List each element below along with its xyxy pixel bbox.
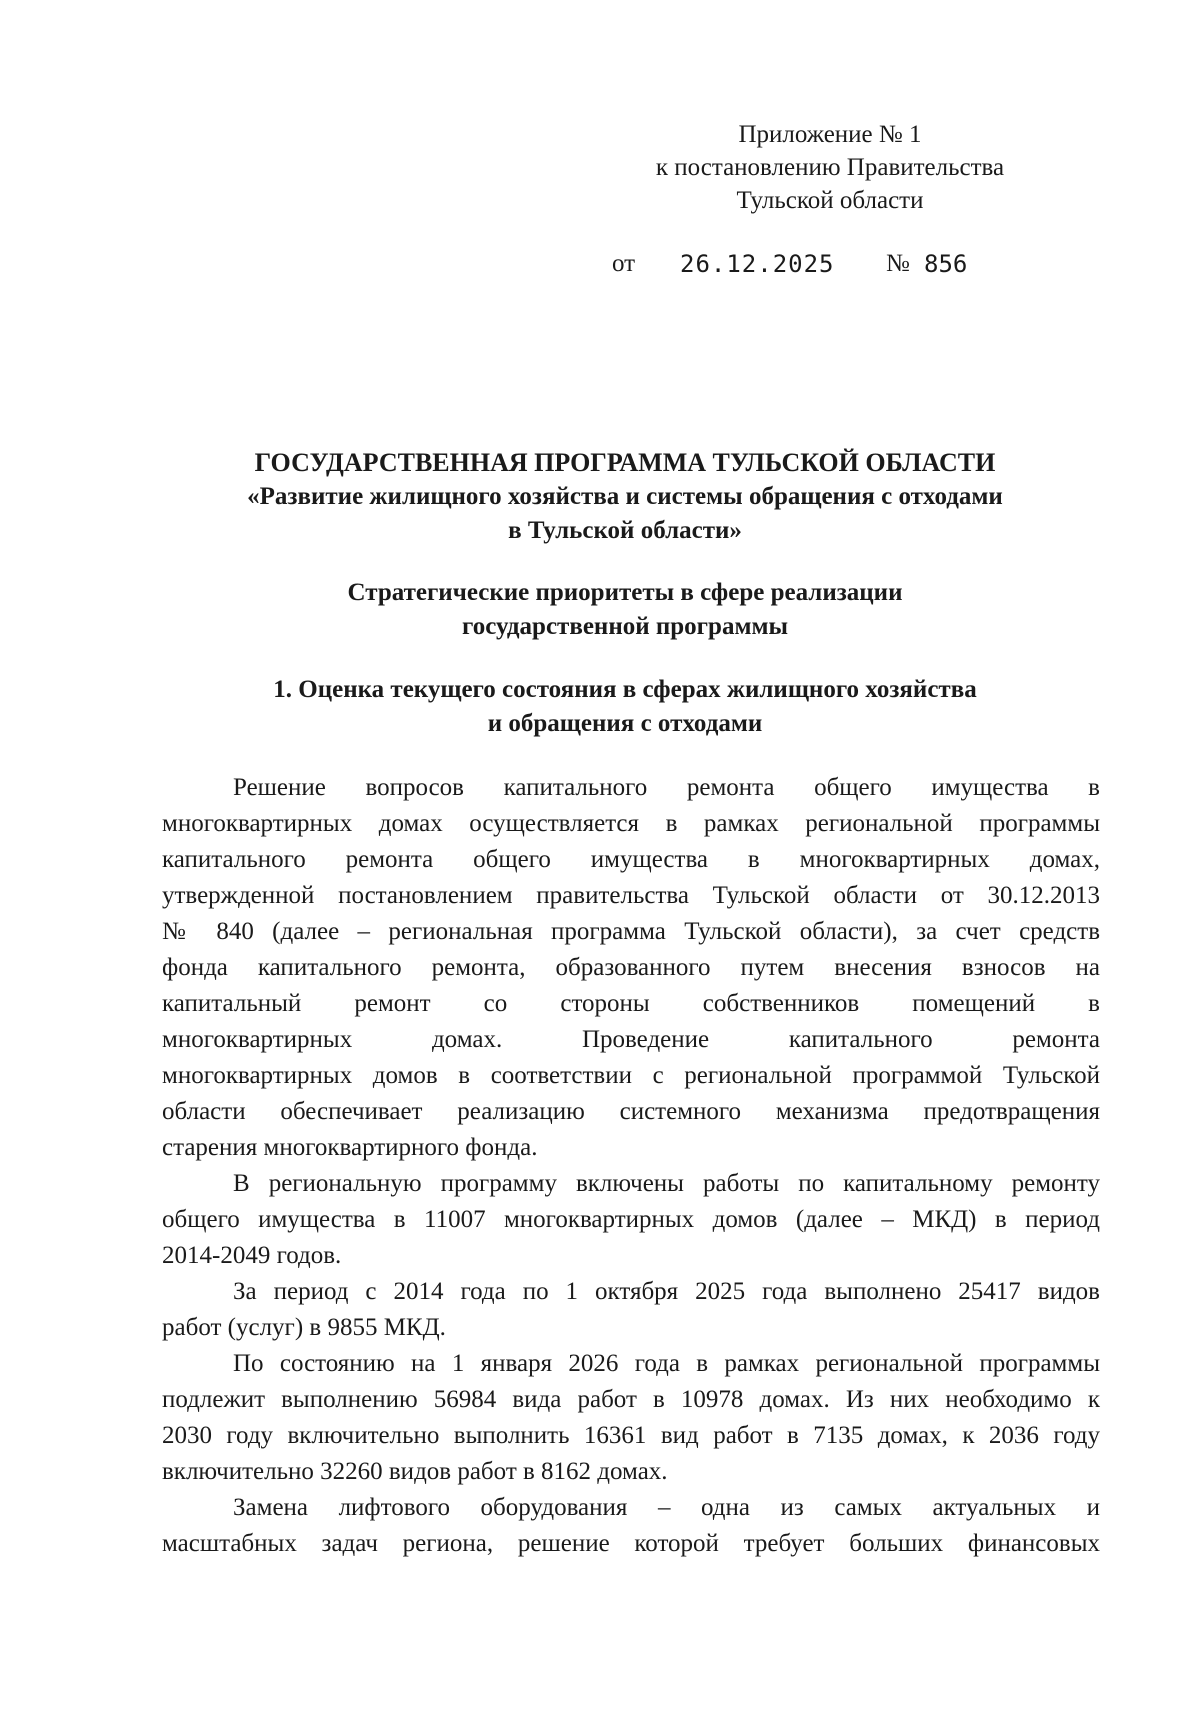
program-title-line-2: «Развитие жилищного хозяйства и системы обращения с отходами (247, 483, 1003, 510)
appendix-line-2: к постановлению Правительства (655, 154, 1005, 181)
program-title-line-3: в Тульской области» (508, 517, 742, 544)
paragraph-line: подлежит выполнению 56984 вида работ в 10978 домах. Из них необходимо к (162, 1386, 1100, 1413)
paragraph-line: 2014-2049 годов. (162, 1242, 342, 1269)
appendix-line-3: Тульской области (736, 187, 924, 214)
section-heading-line-2: и обращения с отходами (487, 710, 763, 737)
appendix-line-1: Приложение № 1 (738, 121, 922, 148)
paragraph-line: общего имущества в 11007 многоквартирных домов (далее – МКД) в период (162, 1206, 1100, 1233)
date-from-label: от (612, 250, 636, 277)
program-title (150, 446, 1100, 548)
paragraph-line: Замена лифтового оборудования – одна из самых актуальных и (233, 1494, 1100, 1521)
paragraph-line: включительно 32260 видов работ в 8162 домах. (162, 1458, 668, 1485)
strategy-heading (150, 576, 1100, 644)
resolution-date: 26.12.2025 (680, 250, 835, 278)
paragraph-line: утвержденной постановлением правительства Тульской области от 30.12.2013 (162, 882, 1100, 909)
paragraph-line: капитального ремонта общего имущества в многоквартирных домах, (162, 846, 1100, 873)
paragraph-line: В региональную программу включены работы по капитальному ремонту (233, 1170, 1100, 1197)
number-sign: № (886, 250, 910, 277)
paragraph-line: масштабных задач региона, решение которой требует больших финансовых (162, 1530, 1100, 1557)
paragraph-line: многоквартирных домах. Проведение капитального ремонта (162, 1026, 1100, 1053)
paragraph-line: Решение вопросов капитального ремонта общего имущества в (233, 774, 1100, 801)
section-heading (150, 673, 1100, 741)
section-heading-line-1: 1. Оценка текущего состояния в сферах жилищного хозяйства (273, 676, 977, 703)
paragraph-line: многоквартирных домах осуществляется в рамках региональной программы (162, 810, 1100, 837)
paragraph-line: № 840 (далее – региональная программа Тульской области), за счет средств (162, 918, 1100, 945)
resolution-number: 856 (924, 250, 968, 278)
paragraph-line: многоквартирных домов в соответствии с региональной программой Тульской (162, 1062, 1100, 1089)
strategy-heading-line-1: Стратегические приоритеты в сфере реализации (347, 579, 903, 606)
strategy-heading-line-2: государственной программы (461, 613, 789, 640)
paragraph-line: 2030 году включительно выполнить 16361 вид работ в 7135 домах, к 2036 году (162, 1422, 1100, 1449)
program-title-line-1: ГОСУДАРСТВЕННАЯ ПРОГРАММА ТУЛЬСКОЙ ОБЛАСТИ (254, 448, 996, 477)
paragraph-line: капитальный ремонт со стороны собственников помещений в (162, 990, 1100, 1017)
paragraph-line: работ (услуг) в 9855 МКД. (162, 1314, 446, 1341)
appendix-header (620, 118, 1040, 217)
paragraph-line: По состоянию на 1 января 2026 года в рамках региональной программы (233, 1350, 1100, 1377)
paragraph-line: старения многоквартирного фонда. (162, 1134, 538, 1161)
paragraph-line: фонда капитального ремонта, образованного путем внесения взносов на (162, 954, 1100, 981)
paragraph-line: За период с 2014 года по 1 октября 2025 года выполнено 25417 видов (233, 1278, 1100, 1305)
resolution-dateline (612, 250, 1032, 284)
paragraph-line: области обеспечивает реализацию системного механизма предотвращения (162, 1098, 1100, 1125)
body-text (162, 770, 1100, 1562)
